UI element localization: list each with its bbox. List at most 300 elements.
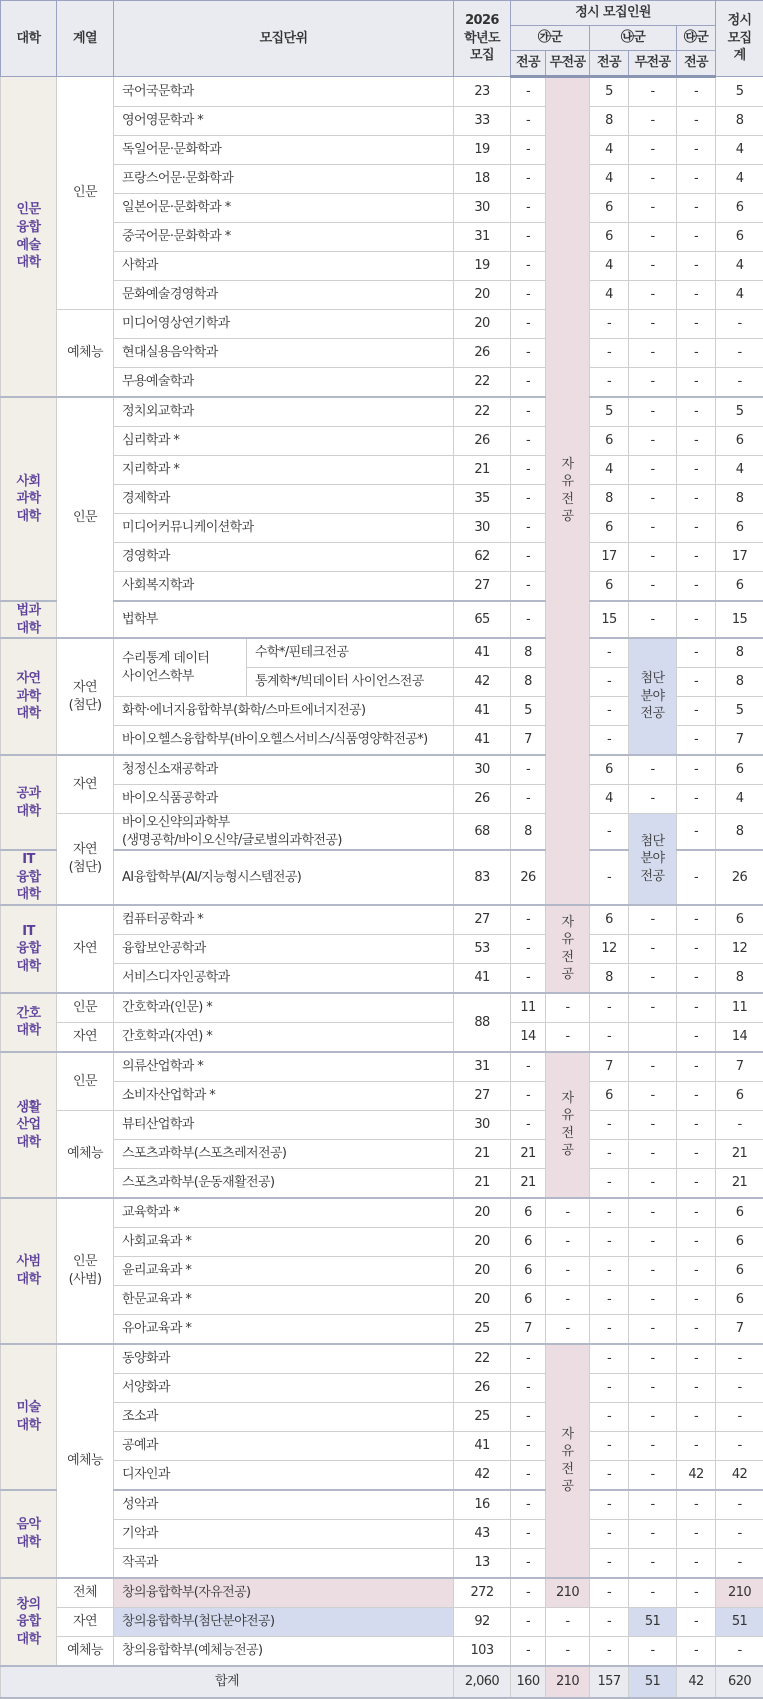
recruit-2026-cell: 25: [454, 1314, 511, 1344]
table-row: [1, 1052, 763, 1082]
na-major-cell: -: [590, 1636, 629, 1666]
table-row: [1, 514, 763, 543]
da-major-cell: -: [677, 572, 716, 602]
unit-name: 동양화과: [114, 1344, 454, 1374]
ga-free-cell: -: [511, 397, 546, 427]
ga-major-cell: 19: [454, 136, 511, 165]
na-free-cell: -: [629, 310, 677, 339]
ga-major-cell: 18: [454, 165, 511, 194]
header-ga-major: 전공: [511, 51, 546, 77]
table-row: [1, 572, 763, 602]
da-major-cell: -: [677, 601, 716, 638]
ga-free-cell: -: [546, 1314, 590, 1344]
na-major-cell: -: [590, 1198, 629, 1228]
na-major-cell: -: [590, 1460, 629, 1490]
table-row: [1, 934, 763, 963]
table-row: [1, 814, 763, 851]
regular-total-cell: -: [716, 1344, 763, 1374]
unit-name: 법학부: [114, 601, 454, 638]
table-row: [1, 1431, 763, 1460]
regular-total-cell: 7: [716, 726, 763, 756]
unit-name: 바이오식품공학과: [114, 785, 454, 814]
ga-major-cell: -: [511, 77, 546, 107]
unit-name: 뷰티산업학과: [114, 1110, 454, 1139]
da-major-cell: -: [677, 165, 716, 194]
da-major-cell: -: [677, 755, 716, 785]
total-ga-free: 210: [546, 1666, 590, 1698]
unit-name: 조소과: [114, 1402, 454, 1431]
ga-major-cell: -: [511, 1578, 546, 1608]
na-major-cell: 5: [590, 77, 629, 107]
ga-major-cell: 26: [454, 1373, 511, 1402]
na-major-cell: 6: [590, 194, 629, 223]
regular-total-cell: 5: [716, 697, 763, 726]
unit-name: 경영학과: [114, 543, 454, 572]
na-major-cell: 4: [590, 785, 629, 814]
ga-free-cell: -: [546, 1607, 590, 1636]
na-major-cell: -: [590, 638, 629, 668]
na-free-cell: -: [629, 993, 677, 1023]
na-free-cell: -: [629, 785, 677, 814]
table-row: [1, 194, 763, 223]
da-major-cell: -: [677, 339, 716, 368]
na-free-cell: -: [629, 601, 677, 638]
table-row: [1, 1490, 763, 1520]
recruit-2026-cell: 20: [454, 1256, 511, 1285]
na-free-cell: -: [629, 1227, 677, 1256]
na-major-cell: -: [590, 1314, 629, 1344]
ga-free-cell: -: [511, 339, 546, 368]
ga-free-cell: -: [546, 1636, 590, 1666]
na-free-cell: -: [590, 726, 629, 756]
unit-name: 기악과: [114, 1519, 454, 1548]
table-row: [1, 755, 763, 785]
da-major-cell: -: [677, 1168, 716, 1198]
da-major-cell: -: [677, 1256, 716, 1285]
na-major-cell: -: [590, 339, 629, 368]
na-free-cell: -: [590, 668, 629, 697]
na-major-cell: 6: [590, 223, 629, 252]
da-major-cell: -: [677, 1285, 716, 1314]
track-name: 예체능: [57, 310, 114, 398]
na-major-cell: 8: [590, 485, 629, 514]
header-unit: 모집단위: [114, 1, 454, 77]
unit-name: 심리학과 *: [114, 427, 454, 456]
unit-name: 화학·에너지융합학부(화학/스마트에너지전공): [114, 697, 454, 726]
regular-total-cell: 4: [716, 785, 763, 814]
na-free-cell: -: [629, 1548, 677, 1578]
unit-name: 통계학*/빅데이터 사이언스전공: [247, 668, 454, 697]
header-group-da: ㉰군: [677, 26, 716, 51]
ga-free-cell: -: [511, 485, 546, 514]
na-free-cell: -: [629, 1519, 677, 1548]
ga-major-cell: 30: [454, 755, 511, 785]
regular-total-cell: 6: [716, 194, 763, 223]
ga-major-cell: 7: [511, 1314, 546, 1344]
ga-free-cell: 41: [454, 697, 511, 726]
header-ga-free: 무전공: [546, 51, 590, 77]
regular-total-cell: 8: [716, 668, 763, 697]
na-free-cell: -: [629, 1139, 677, 1168]
na-major-cell: -: [590, 1227, 629, 1256]
table-row: [1, 638, 763, 668]
college-name: 창의 융합 대학: [1, 1578, 57, 1666]
ga-free-cell: -: [546, 1285, 590, 1314]
college-name: 생활 산업 대학: [1, 1052, 57, 1198]
ga-free-cell: 8: [511, 814, 546, 851]
na-free-cell: -: [629, 1373, 677, 1402]
na-major-cell: -: [590, 1548, 629, 1578]
ga-major-cell: 6: [511, 1256, 546, 1285]
track-name: 인문: [57, 1052, 114, 1111]
unit-name: 창의융합학부(첨단분야전공): [114, 1607, 454, 1636]
na-free-cell: -: [629, 514, 677, 543]
na-major-cell: -: [590, 368, 629, 398]
unit-name: 서비스디자인공학과: [114, 963, 454, 993]
na-free-cell: -: [629, 934, 677, 963]
na-major-cell: -: [590, 993, 629, 1023]
na-major-cell: 6: [590, 572, 629, 602]
table-row: [1, 397, 763, 427]
na-major-cell: 5: [511, 697, 546, 726]
ga-free-cell: -: [511, 1490, 546, 1520]
regular-total-cell: 6: [716, 223, 763, 252]
recruit-2026-cell: 20: [454, 1198, 511, 1228]
college-name: 법과 대학: [1, 601, 57, 638]
ga-major-cell: 41: [454, 638, 511, 668]
table-row: [1, 223, 763, 252]
advanced-field-merged-cell: 첨단 분야 전공: [629, 638, 677, 755]
ga-free-cell: -: [546, 1198, 590, 1228]
na-major-cell: -: [590, 1168, 629, 1198]
da-major-cell: -: [677, 850, 716, 905]
ga-major-cell: 19: [454, 252, 511, 281]
da-major-cell: -: [677, 1139, 716, 1168]
na-free-cell: -: [629, 77, 677, 107]
unit-name: 간호학과(인문) *: [114, 993, 454, 1023]
na-major-cell: 8: [590, 963, 629, 993]
ga-major-cell: 25: [454, 1402, 511, 1431]
ga-major-cell: 21: [454, 1168, 511, 1198]
ga-major-cell: 53: [454, 934, 511, 963]
ga-major-cell: 30: [454, 194, 511, 223]
ga-free-cell: -: [511, 427, 546, 456]
regular-total-cell: 8: [716, 814, 763, 851]
da-major-cell: -: [677, 485, 716, 514]
ga-free-cell: -: [511, 785, 546, 814]
header-track: 계열: [57, 1, 114, 77]
unit-name: 작곡과: [114, 1548, 454, 1578]
regular-total-cell: 6: [716, 427, 763, 456]
unit-name: 스포츠과학부(운동재활전공): [114, 1168, 454, 1198]
da-major-cell: -: [677, 1636, 716, 1666]
ga-major-cell: 43: [454, 1519, 511, 1548]
ga-major-cell: 14: [511, 1022, 546, 1052]
da-major-cell: -: [677, 1578, 716, 1608]
ga-major-cell: 30: [454, 514, 511, 543]
recruit-2026-cell: 20: [454, 1285, 511, 1314]
unit-name: 서양화과: [114, 1373, 454, 1402]
unit-name: 유아교육과 *: [114, 1314, 454, 1344]
regular-total-cell: 4: [716, 456, 763, 485]
free-major-merged-cell: 자 유 전 공: [546, 905, 590, 993]
ga-major-cell: -: [511, 905, 546, 935]
table-row: [1, 1022, 763, 1052]
regular-total-cell: -: [716, 368, 763, 398]
unit-name: 창의융합학부(자유전공): [114, 1578, 454, 1608]
total-label: 합계: [1, 1666, 454, 1698]
track-name: 인문 (사범): [57, 1198, 114, 1344]
ga-major-cell: 6: [511, 1227, 546, 1256]
ga-free-cell: -: [511, 368, 546, 398]
regular-total-cell: 7: [716, 1314, 763, 1344]
regular-total-cell: 21: [716, 1139, 763, 1168]
ga-free-cell: 21: [511, 1139, 546, 1168]
table-row: [1, 1168, 763, 1198]
ga-free-cell: -: [511, 1373, 546, 1402]
na-free-cell: -: [629, 1344, 677, 1374]
recruit-2026-cell: 20: [454, 1227, 511, 1256]
da-major-cell: -: [677, 194, 716, 223]
track-name: 자연 (첨단): [57, 814, 114, 905]
na-free-cell: -: [629, 543, 677, 572]
track-name: 예체능: [57, 1110, 114, 1198]
na-free-cell: -: [629, 339, 677, 368]
na-major-cell: 5: [590, 397, 629, 427]
unit-name: 사학과: [114, 252, 454, 281]
table-row: [1, 601, 763, 638]
ga-major-cell: 30: [454, 1110, 511, 1139]
table-row: [1, 165, 763, 194]
na-free-cell: -: [629, 1402, 677, 1431]
na-free-cell: -: [629, 1198, 677, 1228]
regular-total-cell: 4: [716, 165, 763, 194]
regular-total-cell: -: [716, 1373, 763, 1402]
da-major-cell: -: [677, 368, 716, 398]
da-major-cell: -: [677, 785, 716, 814]
unit-name: 윤리교육과 *: [114, 1256, 454, 1285]
da-major-cell: -: [677, 1022, 716, 1052]
regular-total-cell: 4: [716, 252, 763, 281]
regular-total-cell: 6: [716, 905, 763, 935]
na-major-cell: -: [590, 310, 629, 339]
da-major-cell: -: [677, 77, 716, 107]
unit-name: 일본어문·문화학과 *: [114, 194, 454, 223]
regular-total-cell: 21: [716, 1168, 763, 1198]
college-name: 사범 대학: [1, 1198, 57, 1344]
track-name: 자연: [57, 905, 114, 993]
na-free-cell: -: [629, 252, 677, 281]
ga-major-cell: -: [511, 1636, 546, 1666]
table-row: [1, 785, 763, 814]
header-college: 대학: [1, 1, 57, 77]
regular-total-cell: 6: [716, 1081, 763, 1110]
unit-name: 간호학과(자연) *: [114, 1022, 454, 1052]
ga-major-cell: 42: [454, 1460, 511, 1490]
regular-total-cell: 42: [716, 1460, 763, 1490]
na-major-cell: -: [590, 1139, 629, 1168]
ga-free-cell: -: [511, 1110, 546, 1139]
regular-total-cell: 6: [716, 1198, 763, 1228]
header-recruit-2026: 2026 학년도 모집: [454, 1, 511, 77]
unit-name: 독일어문·문화학과: [114, 136, 454, 165]
da-major-cell: -: [677, 543, 716, 572]
da-major-cell: -: [677, 1081, 716, 1110]
table-row: [1, 1344, 763, 1374]
unit-name: 공예과: [114, 1431, 454, 1460]
na-free-cell: -: [629, 397, 677, 427]
regular-total-cell: -: [716, 1490, 763, 1520]
na-major-cell: -: [590, 814, 629, 851]
college-name: 간호 대학: [1, 993, 57, 1052]
header-na-free: 무전공: [629, 51, 677, 77]
total-recruit-2026: 2,060: [454, 1666, 511, 1698]
da-major-cell: -: [677, 223, 716, 252]
recruit-2026-cell: 92: [454, 1607, 511, 1636]
recruit-2026-cell: 22: [454, 1344, 511, 1374]
recruit-2026-cell: 23: [454, 77, 511, 107]
da-major-cell: -: [677, 814, 716, 851]
recruit-2026-cell: 103: [454, 1636, 511, 1666]
na-free-cell: -: [629, 1168, 677, 1198]
ga-major-cell: 26: [454, 785, 511, 814]
track-name: 예체능: [57, 1344, 114, 1578]
regular-total-cell: -: [716, 339, 763, 368]
na-free-cell: -: [629, 1256, 677, 1285]
ga-major-cell: 6: [511, 1285, 546, 1314]
ga-major-cell: -: [511, 1344, 546, 1374]
ga-major-cell: 13: [454, 1548, 511, 1578]
regular-total-cell: -: [716, 1431, 763, 1460]
regular-total-cell: 6: [716, 1285, 763, 1314]
ga-major-cell: 11: [511, 993, 546, 1023]
ga-free-cell: -: [511, 1519, 546, 1548]
table-row: [1, 1314, 763, 1344]
unit-name: 청정신소재공학과: [114, 755, 454, 785]
da-major-cell: -: [677, 1052, 716, 1082]
ga-free-cell: -: [546, 1022, 590, 1052]
na-free-cell: -: [590, 850, 629, 905]
unit-name: 프랑스어문·문화학과: [114, 165, 454, 194]
regular-total-cell: 15: [716, 601, 763, 638]
unit-name: 사회교육과 *: [114, 1227, 454, 1256]
regular-total-cell: 6: [716, 572, 763, 602]
ga-major-cell: -: [511, 1052, 546, 1082]
ga-major-cell: 41: [454, 1431, 511, 1460]
ga-free-cell: -: [511, 514, 546, 543]
da-major-cell: -: [677, 1373, 716, 1402]
da-major-cell: -: [677, 638, 716, 668]
table-row: [1, 485, 763, 514]
ga-free-cell: 41: [454, 726, 511, 756]
track-name: 인문: [57, 397, 114, 638]
free-major-merged-cell: 자 유 전 공: [546, 1344, 590, 1578]
unit-name: 미디어영상연기학과: [114, 310, 454, 339]
ga-major-cell: 62: [454, 543, 511, 572]
regular-total-cell: 6: [716, 1256, 763, 1285]
ga-major-cell: 27: [454, 572, 511, 602]
header-da-major: 전공: [677, 51, 716, 77]
da-major-cell: -: [677, 1431, 716, 1460]
na-major-cell: 6: [590, 514, 629, 543]
regular-total-cell: 7: [716, 1052, 763, 1082]
header-regular-total: 정시 모집 계: [716, 1, 763, 77]
ga-major-cell: 26: [454, 427, 511, 456]
na-major-cell: 6: [590, 427, 629, 456]
ga-major-cell: 41: [454, 963, 511, 993]
da-major-cell: -: [677, 1314, 716, 1344]
regular-total-cell: 8: [716, 107, 763, 136]
unit-name: 디자인과: [114, 1460, 454, 1490]
na-major-cell: 6: [590, 1081, 629, 1110]
header-group-na: ㉯군: [590, 26, 677, 51]
ga-free-cell: -: [511, 456, 546, 485]
da-major-cell: -: [677, 1110, 716, 1139]
na-free-cell: -: [629, 1578, 677, 1608]
ga-free-cell: -: [511, 601, 546, 638]
unit-name: 바이오신약의과학부 (생명공학/바이오신약/글로벌의과학전공): [114, 814, 454, 851]
na-major-cell: 26: [511, 850, 546, 905]
ga-free-cell: 83: [454, 850, 511, 905]
table-row: [1, 1460, 763, 1490]
regular-total-cell: -: [716, 1110, 763, 1139]
college-name: IT 융합 대학: [1, 905, 57, 993]
table-row: [1, 107, 763, 136]
unit-name: 중국어문·문화학과 *: [114, 223, 454, 252]
na-free-cell: -: [629, 1314, 677, 1344]
unit-name: 창의융합학부(예체능전공): [114, 1636, 454, 1666]
regular-total-cell: 8: [716, 485, 763, 514]
regular-total-cell: 26: [716, 850, 763, 905]
unit-name: 바이오헬스융합학부(바이오헬스서비스/식품영양학전공*): [114, 726, 454, 756]
ga-major-cell: 68: [454, 814, 511, 851]
na-free-cell: -: [629, 1460, 677, 1490]
table-row: [1, 1373, 763, 1402]
ga-free-cell: -: [511, 136, 546, 165]
regular-total-cell: 4: [716, 281, 763, 310]
na-free-cell: -: [629, 368, 677, 398]
ga-free-cell: -: [511, 934, 546, 963]
table-row: [1, 1227, 763, 1256]
na-free-cell: -: [590, 697, 629, 726]
ga-free-cell: 21: [511, 1168, 546, 1198]
unit-name: 국어국문학과: [114, 77, 454, 107]
ga-major-cell: 22: [454, 397, 511, 427]
ga-free-cell: -: [511, 963, 546, 993]
ga-major-cell: -: [511, 1607, 546, 1636]
ga-major-cell: 20: [454, 281, 511, 310]
unit-parent: 수리통계 데이터 사이언스학부: [114, 638, 247, 697]
na-free-cell: -: [629, 1285, 677, 1314]
ga-major-cell: 6: [511, 1198, 546, 1228]
unit-name: AI융합학부(AI/지능형시스템전공): [114, 850, 454, 905]
na-major-cell: -: [590, 1022, 629, 1052]
unit-name: 현대실용음악학과: [114, 339, 454, 368]
unit-name: 지리학과 *: [114, 456, 454, 485]
table-row: [1, 252, 763, 281]
table-row: [1, 1607, 763, 1636]
ga-free-cell: -: [546, 993, 590, 1023]
total-regular-total: 620: [716, 1666, 763, 1698]
recruit-2026-cell: 272: [454, 1578, 511, 1608]
na-free-cell: -: [629, 1052, 677, 1082]
da-major-cell: -: [677, 252, 716, 281]
na-free-cell: -: [629, 572, 677, 602]
table-body: [1, 77, 763, 1698]
regular-total-cell: 210: [716, 1578, 763, 1608]
unit-name: 교육학과 *: [114, 1198, 454, 1228]
na-major-cell: 15: [590, 601, 629, 638]
